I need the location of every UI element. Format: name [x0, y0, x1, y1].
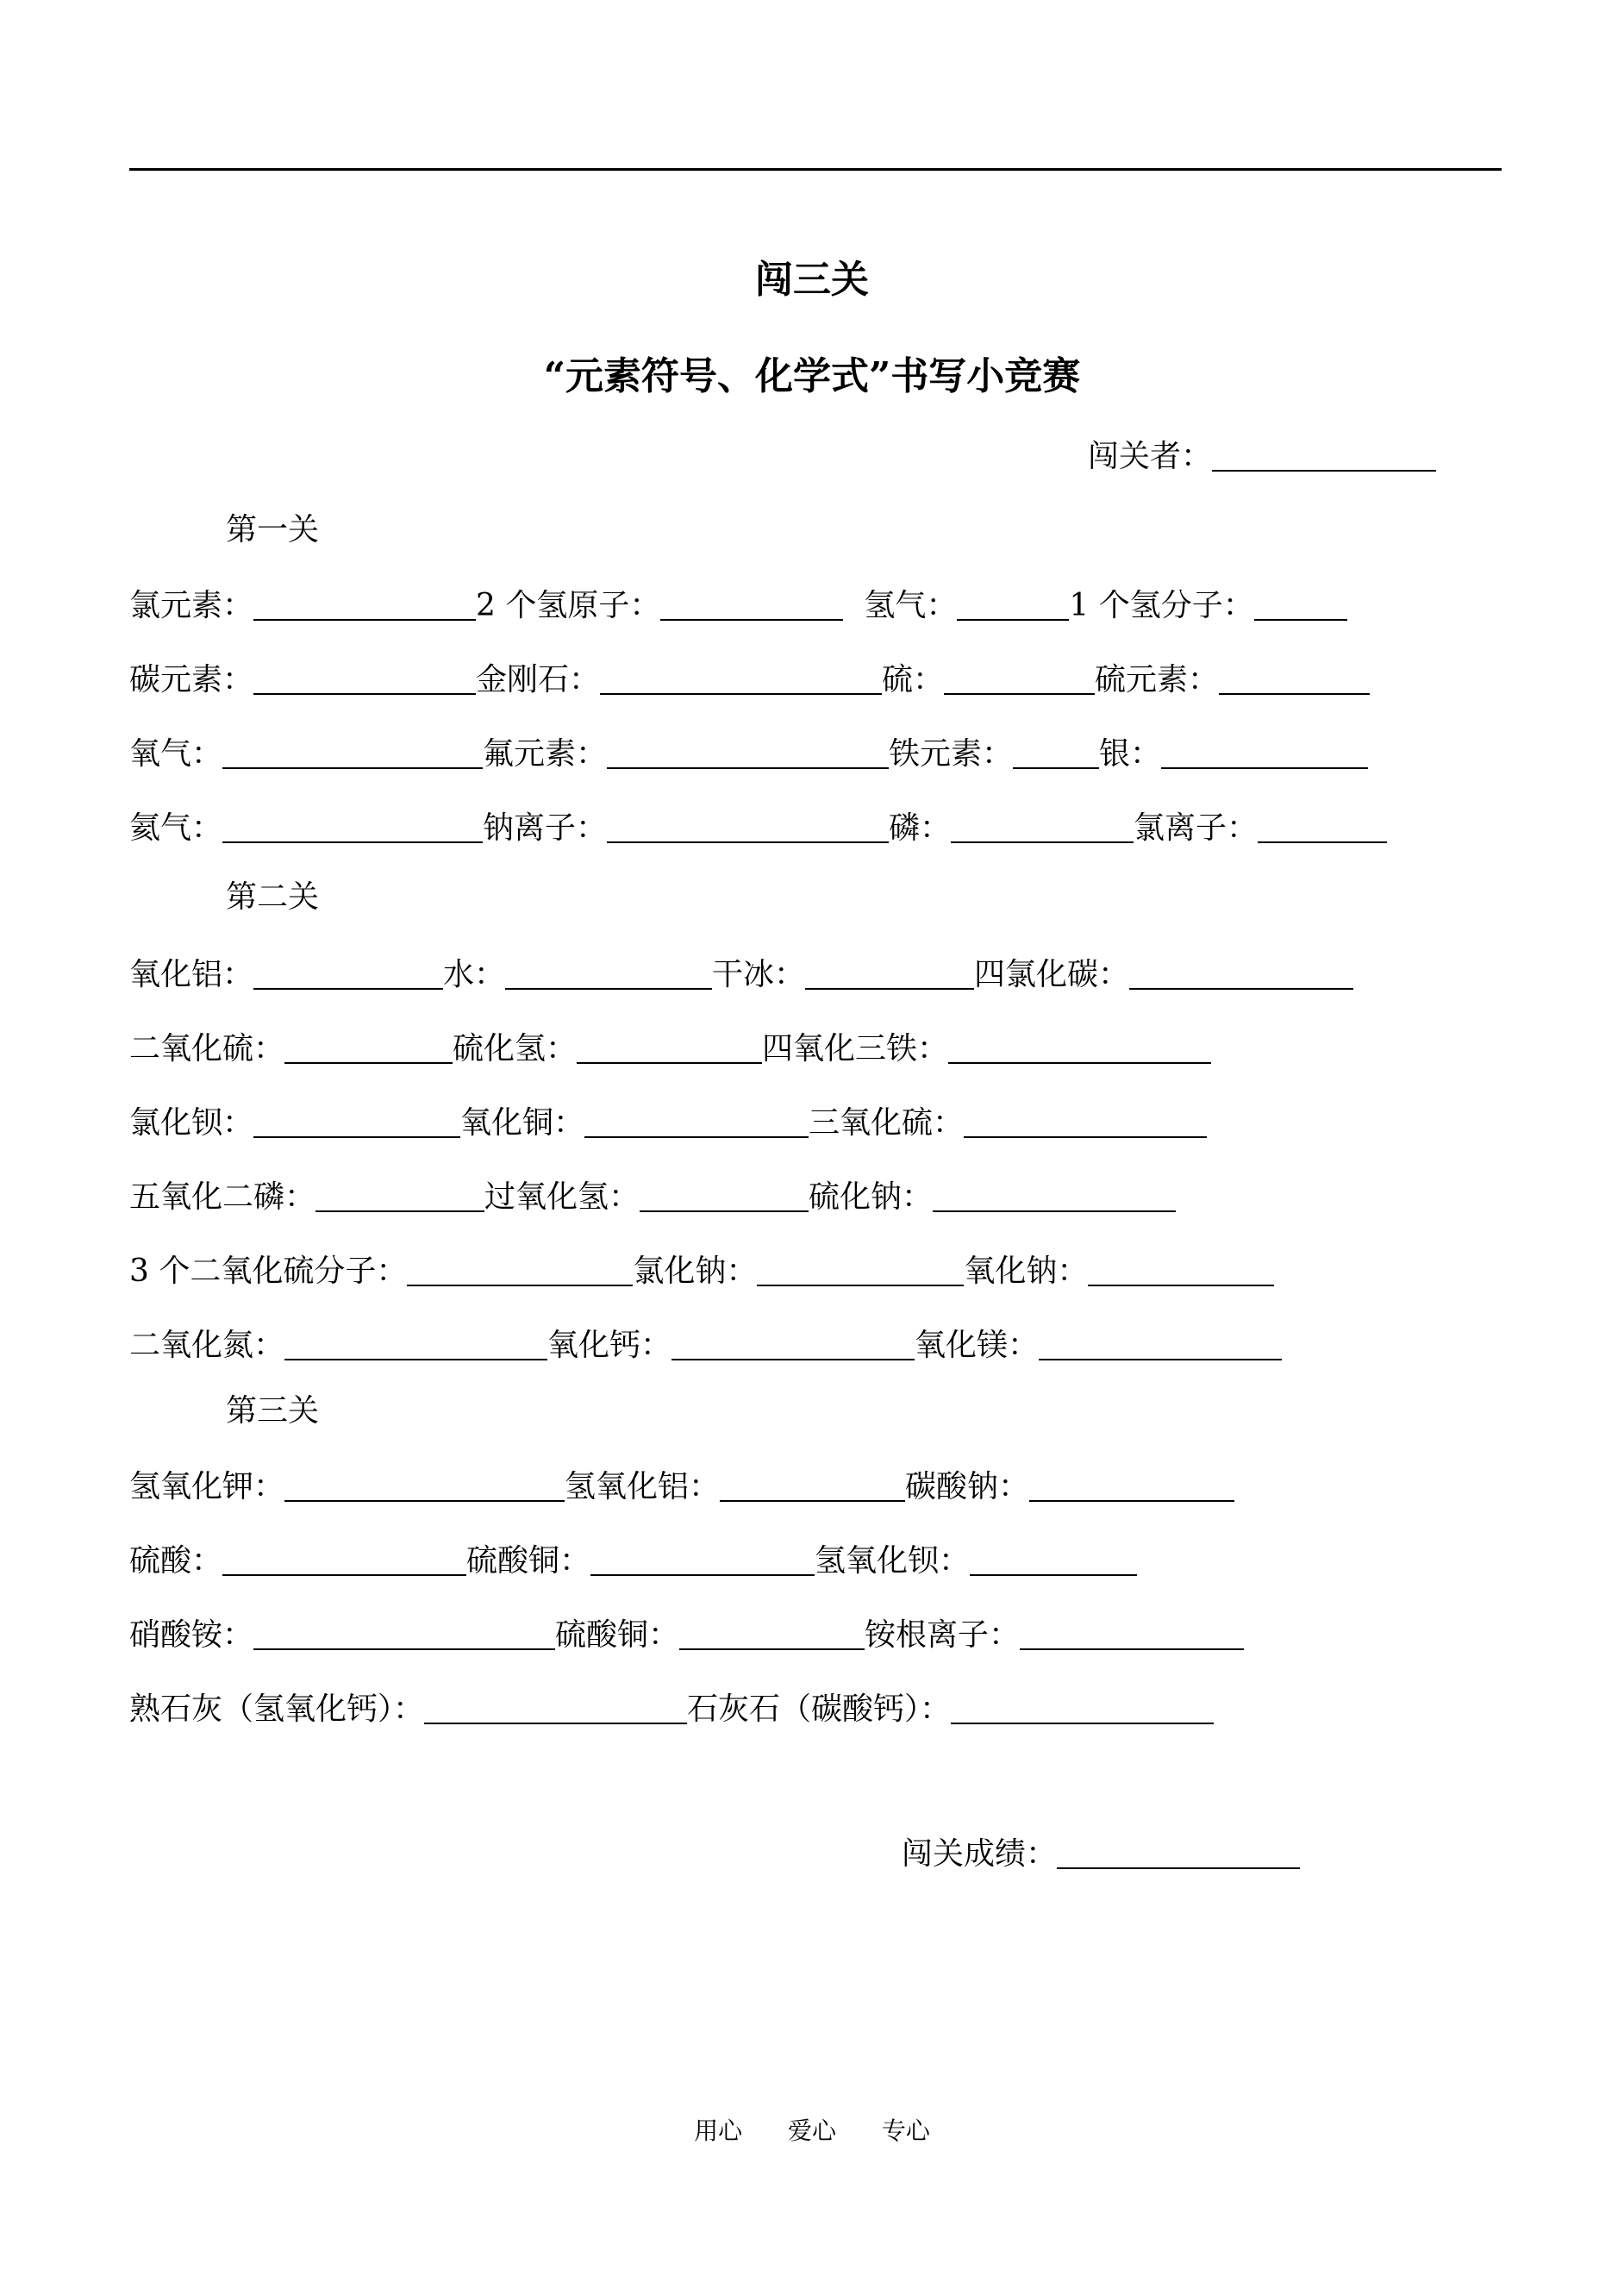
section-2-title: 第二关: [226, 879, 320, 915]
answer-blank[interactable]: [600, 693, 882, 695]
answer-blank[interactable]: [590, 1574, 815, 1576]
answer-blank[interactable]: [315, 1210, 484, 1212]
answer-blank[interactable]: [951, 1723, 1214, 1724]
question-label: 硫：: [882, 662, 945, 697]
answer-blank[interactable]: [1219, 693, 1370, 695]
answer-blank[interactable]: [584, 1136, 809, 1138]
page-footer: [0, 2112, 1624, 2147]
question-label: 三氧化硫：: [809, 1105, 965, 1141]
footer-word: 爱心: [787, 2117, 836, 2145]
question-row: [129, 1614, 1244, 1657]
question-row: [129, 1540, 1137, 1583]
question-label: 铵根离子：: [865, 1617, 1021, 1653]
question-label: 银：: [1099, 736, 1162, 772]
answer-blank[interactable]: [222, 1574, 466, 1576]
question-label: 氧化铜：: [460, 1105, 585, 1141]
answer-blank[interactable]: [1013, 767, 1099, 769]
question-label: 2 个氢原子：: [476, 588, 661, 623]
section-3-title: 第三关: [226, 1393, 320, 1429]
question-label: 磷：: [889, 810, 952, 846]
question-label: 氟元素：: [483, 736, 608, 772]
question-label: 氧气：: [129, 736, 223, 772]
answer-blank[interactable]: [970, 1574, 1137, 1576]
answer-blank[interactable]: [640, 1210, 809, 1212]
question-label: 氧化铝：: [129, 957, 254, 992]
page-subtitle: “元素符号、化学式”书写小竞赛: [543, 354, 1081, 398]
question-label: 二氧化硫：: [129, 1031, 285, 1066]
answer-blank[interactable]: [805, 988, 974, 990]
question-label: 碳元素：: [129, 662, 254, 697]
question-label: 氧化镁：: [915, 1328, 1040, 1363]
answer-blank[interactable]: [944, 693, 1095, 695]
answer-blank[interactable]: [607, 767, 889, 769]
score-label: 闯关成绩：: [902, 1836, 1058, 1872]
question-row: [129, 1028, 1211, 1071]
question-label: 五氧化二磷：: [129, 1179, 316, 1215]
footer-word: 用心: [694, 2117, 743, 2145]
answer-blank[interactable]: [948, 1062, 1211, 1064]
answer-blank[interactable]: [1088, 1285, 1274, 1286]
score-blank[interactable]: [1057, 1867, 1300, 1869]
answer-blank[interactable]: [957, 619, 1069, 621]
question-row: [129, 1102, 1207, 1145]
answer-blank[interactable]: [757, 1285, 964, 1286]
answer-blank[interactable]: [933, 1210, 1176, 1212]
question-label: 二氧化氮：: [129, 1328, 285, 1363]
question-label: 四氧化三铁：: [762, 1031, 949, 1066]
question-label: 氧化钠：: [964, 1254, 1089, 1289]
question-label: 氯化钠：: [633, 1254, 758, 1289]
answer-blank[interactable]: [1029, 1500, 1234, 1502]
question-label: 氧化钙：: [547, 1328, 672, 1363]
answer-blank[interactable]: [253, 619, 476, 621]
question-label: 碳酸钠：: [905, 1469, 1030, 1504]
answer-blank[interactable]: [407, 1285, 633, 1286]
question-row: [129, 807, 1387, 850]
question-row: [129, 585, 1347, 628]
question-label: 硫酸：: [129, 1543, 223, 1579]
question-label: 钠离子：: [483, 810, 608, 846]
question-label: 3 个二氧化硫分子：: [129, 1254, 408, 1289]
answer-blank[interactable]: [253, 988, 443, 990]
question-label: 氢气：: [864, 588, 958, 623]
answer-blank[interactable]: [1129, 988, 1353, 990]
question-label: 过氧化氢：: [484, 1179, 640, 1215]
question-label: 金刚石：: [476, 662, 601, 697]
question-row: [129, 1466, 1234, 1509]
question-label: 四氯化碳：: [974, 957, 1130, 992]
question-row: [129, 954, 1353, 997]
page-title: 闯三关: [755, 258, 869, 302]
challenger-blank[interactable]: [1212, 470, 1436, 472]
question-label: 干冰：: [712, 957, 806, 992]
question-label: 石灰石（碳酸钙）：: [687, 1692, 952, 1727]
question-label: 硫化氢：: [453, 1031, 578, 1066]
question-label: 氦气：: [129, 810, 223, 846]
answer-blank[interactable]: [951, 841, 1134, 843]
footer-word: 专心: [881, 2117, 930, 2145]
question-label: 氢氧化铝：: [565, 1469, 721, 1504]
answer-blank[interactable]: [253, 1136, 460, 1138]
answer-blank[interactable]: [964, 1136, 1207, 1138]
question-label: 铁元素：: [889, 736, 1014, 772]
answer-blank[interactable]: [284, 1062, 453, 1064]
challenger-label: 闯关者：: [1088, 439, 1213, 474]
answer-blank[interactable]: [284, 1359, 547, 1360]
answer-blank[interactable]: [284, 1500, 565, 1502]
answer-blank[interactable]: [1039, 1359, 1282, 1360]
answer-blank[interactable]: [253, 693, 476, 695]
answer-blank[interactable]: [671, 1359, 915, 1360]
answer-blank[interactable]: [1161, 767, 1368, 769]
answer-blank[interactable]: [577, 1062, 762, 1064]
question-label: 氢氧化钾：: [129, 1469, 285, 1504]
question-row: [129, 659, 1370, 702]
answer-blank[interactable]: [660, 619, 843, 621]
question-label: 氢氧化钡：: [815, 1543, 971, 1579]
question-row: [129, 1324, 1282, 1367]
score-row: [902, 1833, 1300, 1876]
question-row: [129, 1176, 1176, 1219]
answer-blank[interactable]: [607, 841, 889, 843]
challenger-row: [1088, 435, 1436, 478]
question-label: 硝酸铵：: [129, 1617, 254, 1653]
question-label: 硫酸铜：: [466, 1543, 591, 1579]
question-label: 氯离子：: [1134, 810, 1259, 846]
question-label: 硫化钠：: [809, 1179, 934, 1215]
question-row: [129, 1688, 1214, 1731]
question-label: 硫元素：: [1095, 662, 1220, 697]
answer-blank[interactable]: [1254, 619, 1347, 621]
question-row: [129, 1250, 1274, 1293]
answer-blank[interactable]: [1258, 841, 1387, 843]
answer-blank[interactable]: [424, 1723, 687, 1724]
question-row: [129, 733, 1368, 776]
answer-blank[interactable]: [505, 988, 712, 990]
question-label: 硫酸铜：: [555, 1617, 680, 1653]
answer-blank[interactable]: [222, 767, 483, 769]
question-label: 氯化钡：: [129, 1105, 254, 1141]
section-1-title: 第一关: [226, 512, 320, 547]
answer-blank[interactable]: [253, 1648, 555, 1650]
answer-blank[interactable]: [222, 841, 483, 843]
answer-blank[interactable]: [1020, 1648, 1244, 1650]
question-label: 氯元素：: [129, 588, 254, 623]
question-label: 1 个氢分子：: [1069, 588, 1254, 623]
question-label: 熟石灰（氢氧化钙）：: [129, 1692, 425, 1727]
answer-blank[interactable]: [720, 1500, 905, 1502]
question-label: 水：: [443, 957, 506, 992]
header-rule: [129, 168, 1502, 171]
answer-blank[interactable]: [679, 1648, 865, 1650]
